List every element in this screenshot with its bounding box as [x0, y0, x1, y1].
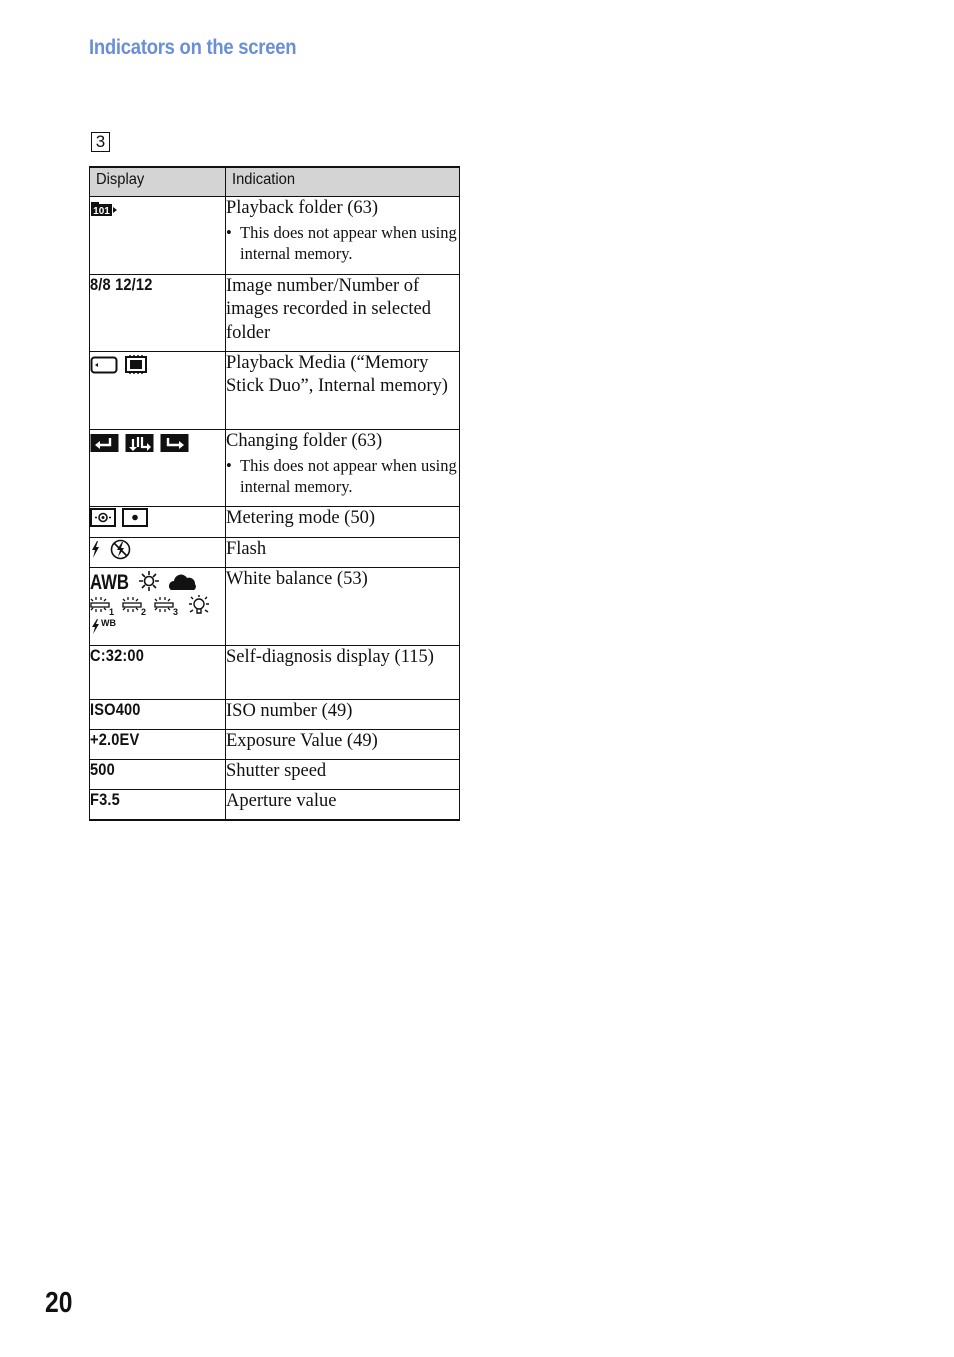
aperture-readout: F3.5 [90, 789, 120, 809]
display-cell [90, 537, 226, 567]
table-row [90, 729, 460, 759]
indication-cell [226, 567, 460, 645]
indication-cell [226, 645, 460, 699]
iso-readout: ISO400 [90, 699, 141, 719]
display-cell [90, 789, 226, 820]
header-indication: Indication [226, 167, 460, 196]
display-cell [90, 351, 226, 429]
fluorescent-2-icon [122, 596, 148, 616]
display-cell [90, 759, 226, 789]
indication-text: Aperture value [226, 790, 337, 811]
self-diagnosis-readout: C:32:00 [90, 645, 145, 665]
indication-cell [226, 789, 460, 820]
fluor-label-2: 2 [141, 606, 147, 617]
fluorescent-1-icon [90, 596, 116, 616]
shutter-speed-readout: 500 [90, 759, 115, 779]
indication-text: Playback Media (“Memory Stick Duo”, Internal memory) [226, 352, 448, 396]
memory-stick-icon [90, 355, 118, 374]
folder-change-forward-icon [160, 433, 189, 453]
display-cell [90, 274, 226, 351]
table-row [90, 429, 460, 506]
indication-note: • This does not appear when using internal memory. [226, 455, 459, 497]
folder-change-back-icon [90, 433, 119, 453]
table-row [90, 274, 460, 351]
indicators-table [89, 166, 460, 821]
header-display: Display [90, 167, 226, 196]
fluor-label-3: 3 [173, 606, 179, 617]
indication-cell [226, 274, 460, 351]
indication-text: ISO number (49) [226, 700, 353, 721]
spot-metering-icon [122, 508, 148, 527]
indication-text: Shutter speed [226, 760, 327, 781]
display-cell [90, 506, 226, 537]
indication-note: • This does not appear when using internal memory. [226, 222, 459, 264]
cloudy-icon [168, 570, 198, 592]
display-cell [90, 645, 226, 699]
indication-cell [226, 351, 460, 429]
table-row [90, 567, 460, 645]
page-number: 20 [45, 1287, 73, 1319]
flash-off-icon [110, 539, 131, 560]
indication-text: Changing folder (63) [226, 430, 383, 451]
exposure-value-readout: +2.0EV [90, 729, 140, 749]
image-number-readout: 8/8 12/12 [90, 274, 153, 294]
indication-text: Exposure Value (49) [226, 730, 378, 751]
daylight-icon [138, 570, 160, 592]
indication-cell [226, 506, 460, 537]
table-row [90, 506, 460, 537]
fluorescent-3-icon [154, 596, 180, 616]
indication-text: Image number/Number of images recorded in selected folder [226, 275, 431, 343]
folder-change-both-icon [125, 433, 154, 453]
indication-cell [226, 537, 460, 567]
svg-text:101: 101 [93, 205, 110, 217]
table-row [90, 699, 460, 729]
awb-label: AWB [90, 570, 129, 594]
table-row [90, 196, 460, 274]
indication-text: Flash [226, 538, 267, 559]
awb-icon [90, 570, 130, 592]
playback-folder-101-icon [90, 201, 118, 217]
display-cell [90, 196, 226, 274]
indication-text: Self-diagnosis display (115) [226, 646, 434, 667]
indication-cell [226, 699, 460, 729]
display-cell [90, 429, 226, 506]
table-header-row [90, 167, 460, 196]
table-row [90, 759, 460, 789]
display-cell [90, 567, 226, 645]
fluor-label-1: 1 [109, 606, 115, 617]
indication-cell [226, 196, 460, 274]
display-cell [90, 729, 226, 759]
table-row [90, 645, 460, 699]
display-cell [90, 699, 226, 729]
internal-memory-icon [124, 354, 148, 375]
table-row [90, 351, 460, 429]
flash-wb-icon [90, 617, 120, 635]
indication-text: White balance (53) [226, 568, 368, 589]
table-row [90, 537, 460, 567]
indication-text: Metering mode (50) [226, 507, 375, 528]
flash-icon [90, 540, 101, 559]
indication-text: Playback folder (63) [226, 197, 379, 218]
table-row [90, 789, 460, 820]
indication-cell [226, 429, 460, 506]
page-title: Indicators on the screen [89, 36, 297, 59]
wb-label: WB [101, 617, 116, 628]
multi-metering-icon [90, 508, 116, 527]
indication-cell [226, 759, 460, 789]
indication-cell [226, 729, 460, 759]
section-marker: 3 [91, 132, 110, 152]
incandescent-icon [186, 595, 212, 617]
